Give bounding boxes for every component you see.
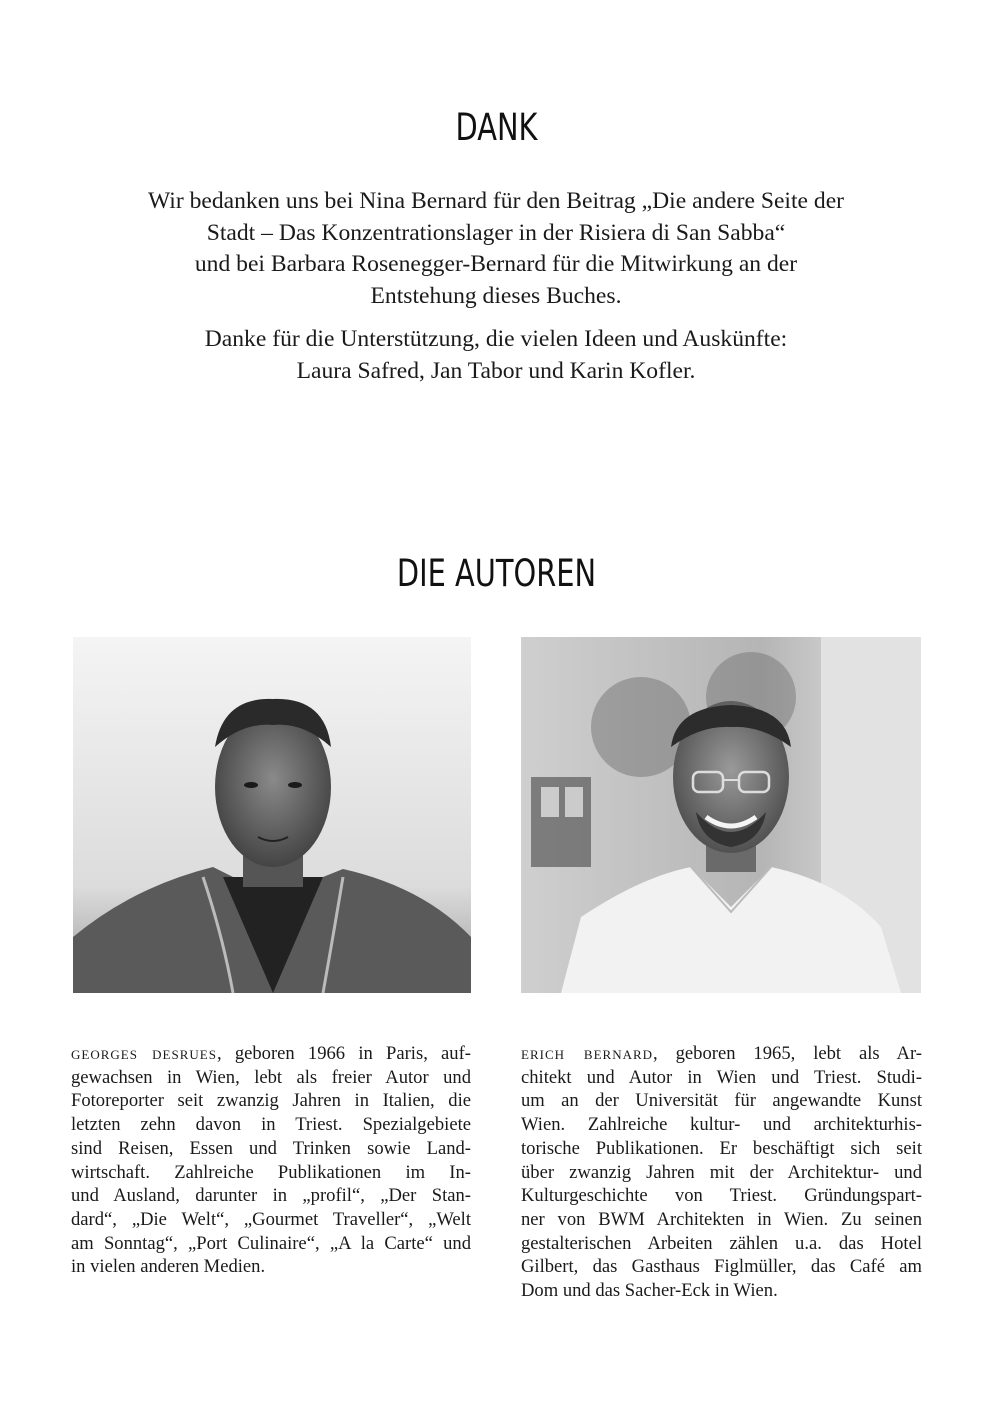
bio-line: wirtschaft. Zahlreiche Publikationen im In- [71,1161,471,1183]
bio-line: gestalterischen Arbeiten zählen u.a. das Hotel [521,1232,922,1254]
bio-line: letzten zehn davon in Triest. Spezialgebiete [71,1114,471,1136]
dank-line: Danke für die Unterstützung, die vielen Ideen und Auskünfte: [204,326,788,352]
author-name: erich bernard [521,1043,654,1064]
bio-line: Wien. Zahlreiche kultur- und architekturhis- [521,1114,922,1136]
bio-line: gewachsen in Wien, lebt als freier Autor und [71,1066,471,1088]
bio-line: Gilbert, das Gasthaus Figlmüller, das Café am [521,1256,922,1278]
bio-line: sind Reisen, Essen und Trinken sowie Land- [71,1137,471,1159]
author-name: georges desrues [71,1043,217,1064]
author-photo-georges-desrues [73,637,471,993]
bio-line: in vielen anderen Medien. [71,1256,266,1278]
bio-line: um an der Universität für angewandte Kunst [521,1090,922,1112]
bio-line: und Ausland, darunter in „profil“, „Der Stan- [71,1185,471,1207]
dank-text [96,186,896,387]
bio-line: Kulturgeschichte von Triest. Gründungspart- [521,1185,922,1207]
author-bio-georges-desrues [71,1042,471,1279]
dank-paragraph-1 [96,186,896,312]
author-bio-erich-bernard [521,1042,922,1303]
dank-line: Laura Safred, Jan Tabor und Karin Kofler. [296,357,696,384]
bio-line: chitekt und Autor in Wien und Triest. Studi- [521,1066,922,1088]
dank-line: Wir bedanken uns bei Nina Bernard für den Beitrag „Die andere Seite der [147,188,845,214]
bio-line: über zwanzig Jahren mit der Architektur- und [521,1161,922,1183]
author-photo-erich-bernard [521,637,921,993]
autoren-heading: DIE AUTOREN [396,552,597,595]
dank-line: Stadt – Das Konzentrationslager in der Risiera di San Sabba“ [206,219,786,246]
dank-paragraph-2 [96,324,896,387]
bio-line: am Sonntag“, „Port Culinaire“, „A la Carte“ und [71,1232,471,1254]
bio-line: torische Publikationen. Er beschäftigt sich seit [521,1137,922,1159]
bio-line: ner von BWM Architekten in Wien. Zu seinen [521,1208,922,1230]
dank-heading: DANK [455,106,538,149]
dank-line: Entstehung dieses Buches. [370,282,622,309]
bio-line: Dom und das Sacher-Eck in Wien. [521,1280,778,1302]
bio-line: georges desrues, geboren 1966 in Paris, auf- [71,1043,471,1064]
dank-line: und bei Barbara Rosenegger-Bernard für die Mitwirkung an der [194,251,798,277]
bio-line: erich bernard, geboren 1965, lebt als Ar- [521,1043,922,1064]
bio-line: dard“, „Die Welt“, „Gourmet Traveller“, „Welt [71,1208,471,1230]
bio-line: Fotoreporter seit zwanzig Jahren in Italien, die [71,1090,471,1112]
